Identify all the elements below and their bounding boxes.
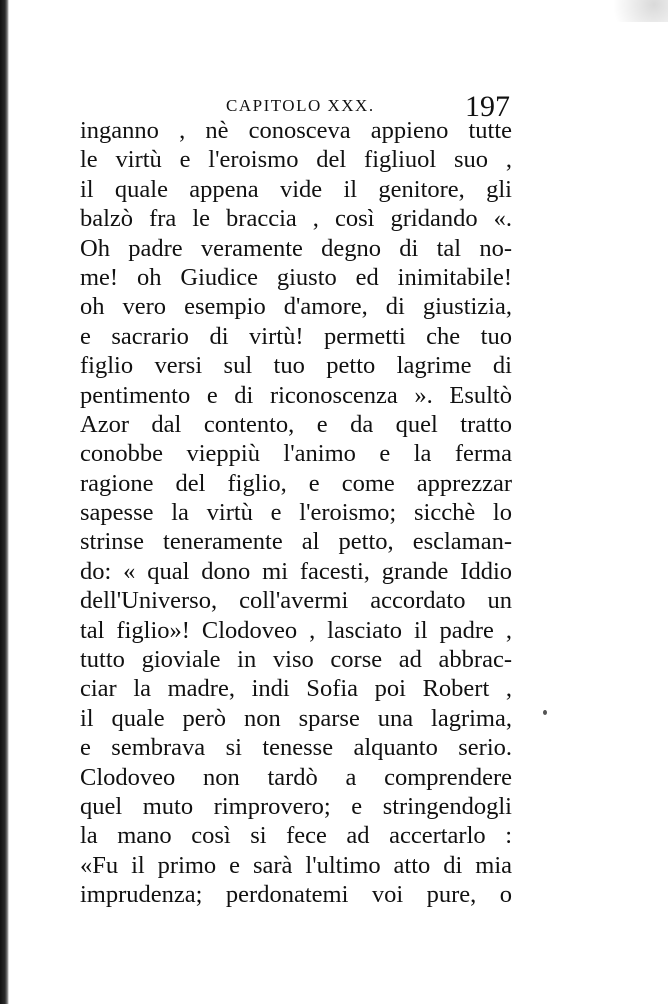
text-line: conobbe vieppiù l'animo e la ferma [80, 440, 512, 468]
text-line: balzò fra le braccia , così gridando «. [80, 205, 512, 233]
text-line: dell'Universo, coll'avermi accordato un [80, 587, 512, 615]
text-line: inganno , nè conosceva appieno tutte [80, 117, 512, 144]
text-line: figlio versi sul tuo petto lagrime di [80, 352, 512, 380]
text-line: Oh padre veramente degno di tal no- [80, 234, 512, 262]
text-line: Clodoveo non tardò a comprendere [80, 763, 512, 791]
paper-speckle [598, 0, 668, 22]
text-line: e sacrario di virtù! permetti che tuo [80, 322, 512, 350]
text-line: pentimento e di riconoscenza ». Esultò [80, 381, 512, 409]
body-text [80, 116, 512, 910]
text-line: do: « qual dono mi facesti, grande Iddio [80, 557, 512, 585]
text-line: quel muto rimprovero; e stringendogli [80, 792, 512, 820]
page-number: 197 [465, 90, 510, 123]
text-line: Azor dal contento, e da quel tratto [80, 410, 512, 438]
text-line: strinse teneramente al petto, esclaman- [80, 528, 512, 556]
text-line: imprudenza; perdonatemi voi pure, o [80, 881, 512, 909]
text-line: me! oh Giudice giusto ed inimitabile! [80, 263, 512, 291]
text-line: ragione del figlio, e come apprezzar [80, 469, 512, 497]
text-line: e sembrava si tenesse alquanto serio. [80, 734, 512, 762]
ink-speck [543, 710, 547, 715]
text-line: il quale però non sparse una lagrima, [80, 704, 512, 732]
text-line: «Fu il primo e sarà l'ultimo atto di mia [80, 851, 512, 879]
text-line: ciar la madre, indi Sofia poi Robert , [80, 675, 512, 703]
text-line: oh vero esempio d'amore, di giustizia, [80, 293, 512, 321]
text-line: le virtù e l'eroismo del figliuol suo , [80, 146, 512, 174]
text-line: il quale appena vide il genitore, gli [80, 175, 512, 203]
text-line: tutto gioviale in viso corse ad abbrac- [80, 646, 512, 674]
text-line: la mano così si fece ad accertarlo : [80, 822, 512, 850]
text-line: tal figlio»! Clodoveo , lasciato il padre , [80, 616, 512, 644]
text-line: sapesse la virtù e l'eroismo; sicchè lo [80, 499, 512, 527]
chapter-title: CAPITOLO XXX. [226, 96, 375, 115]
binding-edge [0, 0, 9, 1004]
